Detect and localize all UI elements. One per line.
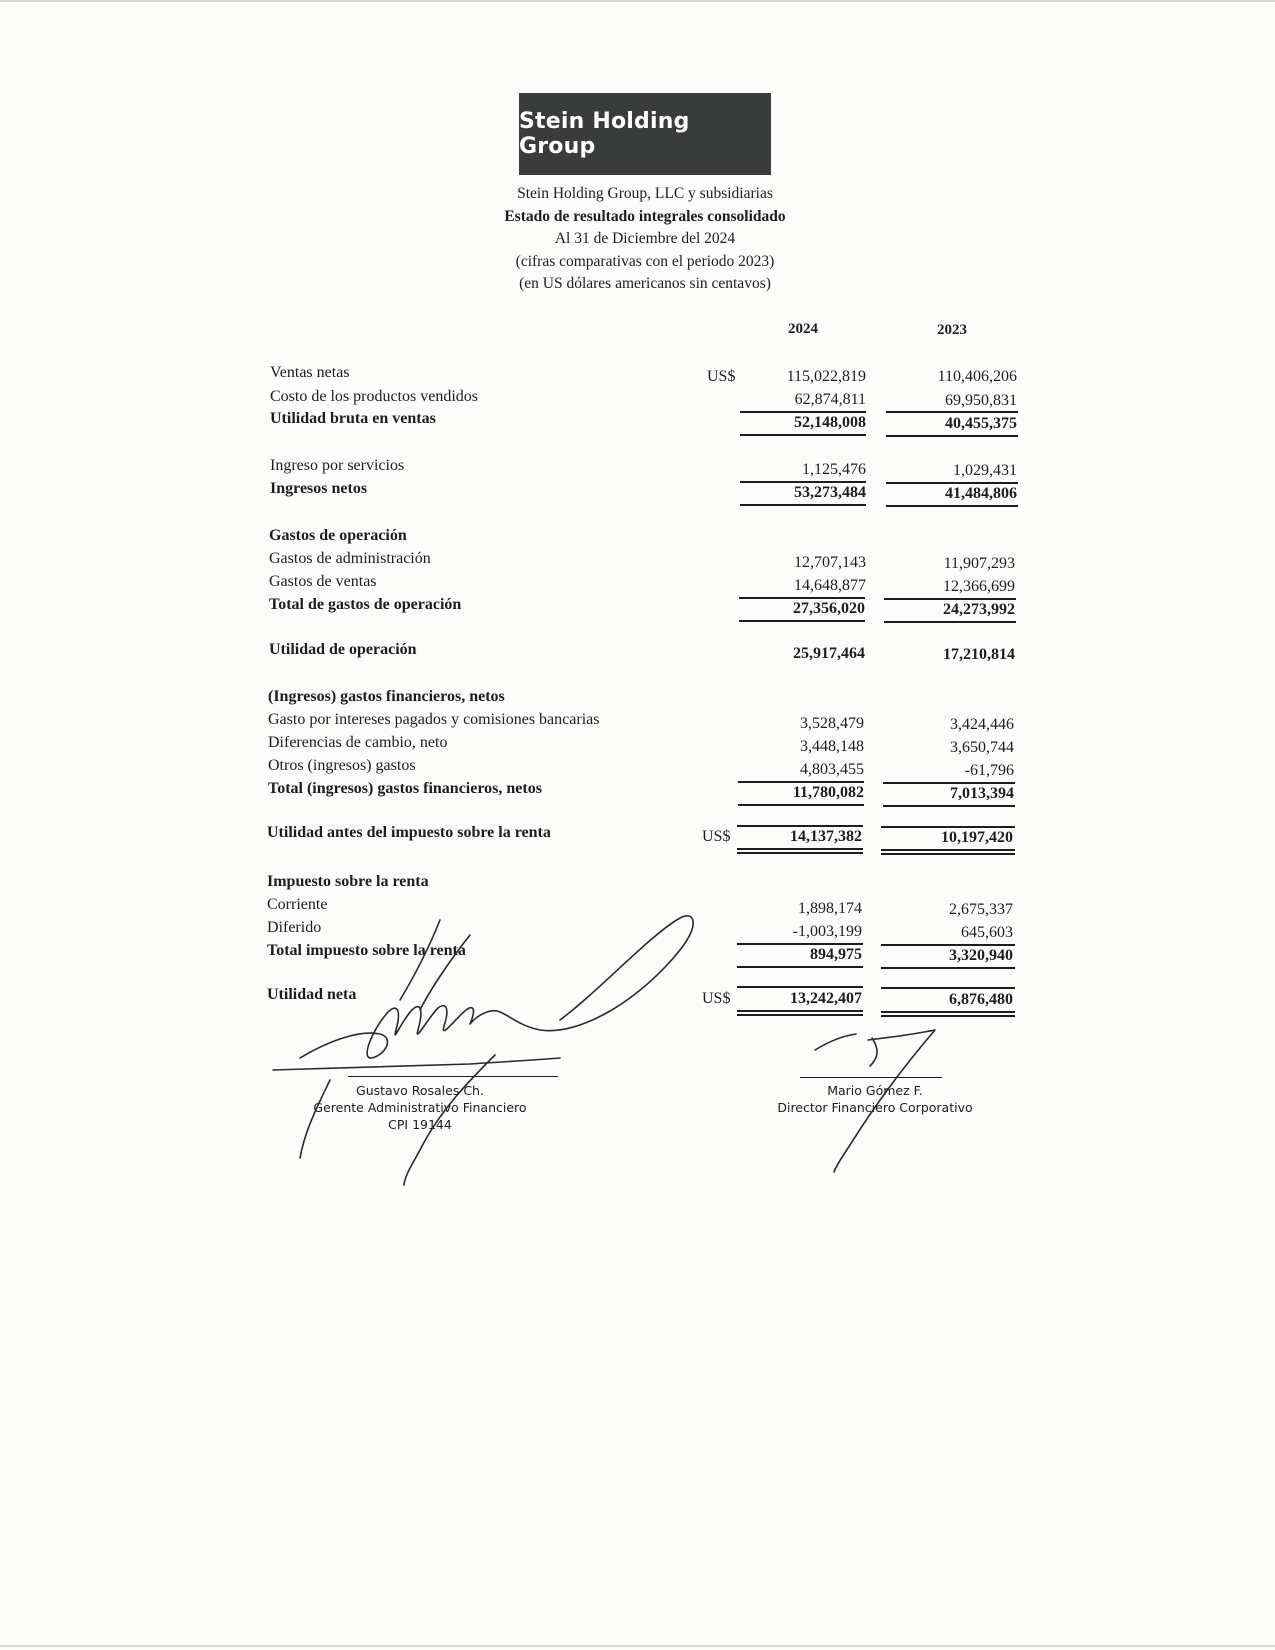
value-2023: 645,603	[961, 924, 1013, 941]
value-2024: 12,707,143	[794, 554, 866, 571]
value-2023: 17,210,814	[943, 646, 1015, 663]
value-2023: 110,406,206	[937, 368, 1017, 385]
row-label: Utilidad antes del impuesto sobre la renta	[267, 824, 551, 841]
row-label: Total impuesto sobre la renta	[267, 942, 466, 959]
row-label: Ventas netas	[270, 364, 350, 381]
row-label: Total de gastos de operación	[269, 596, 462, 613]
signer-left-id: CPI 19144	[388, 1117, 452, 1132]
column-2024: 2024	[788, 321, 818, 337]
value-2023: 11,907,293	[943, 555, 1015, 572]
section-header: Impuesto sobre la renta	[267, 873, 429, 890]
value-2024: 4,803,455	[800, 761, 864, 778]
value-2024: 1,898,174	[798, 900, 862, 917]
value-2024: 115,022,819	[786, 368, 866, 385]
value-2024: 894,975	[810, 946, 862, 963]
section-header: Gastos de operación	[269, 527, 407, 544]
value-2024: 27,356,020	[793, 600, 865, 617]
value-2023: 7,013,394	[950, 785, 1014, 802]
value-2023: 41,484,806	[945, 485, 1017, 502]
row-label: Total (ingresos) gastos financieros, netos	[268, 780, 542, 797]
value-2023: 2,675,337	[949, 901, 1013, 918]
row-label: Gastos de ventas	[269, 573, 377, 590]
section-header: (Ingresos) gastos financieros, netos	[268, 688, 505, 705]
value-2024: -1,003,199	[792, 923, 862, 940]
currency-symbol: US$	[702, 990, 731, 1007]
value-2024: 52,148,008	[794, 414, 866, 431]
row-label: Ingreso por servicios	[270, 457, 405, 474]
value-2023: 40,455,375	[945, 415, 1017, 432]
value-2024: 11,780,082	[792, 784, 864, 801]
value-2024: 3,528,479	[800, 715, 864, 732]
row-label: Otros (ingresos) gastos	[268, 757, 416, 774]
signer-right-title: Director Financiero Corporativo	[777, 1100, 973, 1115]
currency-note: (en US dólares americanos sin centavos)	[519, 275, 771, 292]
signer-right-name: Mario Gómez F.	[827, 1083, 923, 1098]
value-2023: 69,950,831	[945, 392, 1017, 409]
column-2023: 2023	[937, 322, 967, 338]
row-label: Utilidad neta	[267, 986, 357, 1003]
row-label: Gastos de administración	[269, 550, 431, 567]
value-2024: 62,874,811	[794, 391, 866, 408]
statement-title: Estado de resultado integrales consolidado	[504, 207, 786, 225]
value-2023: 3,650,744	[950, 739, 1014, 756]
value-2024: 1,125,476	[802, 461, 866, 478]
signer-left-title: Gerente Administrativo Financiero	[313, 1100, 527, 1115]
comparative-note: (cifras comparativas con el periodo 2023)	[515, 252, 775, 270]
value-2024: 3,448,148	[800, 738, 864, 755]
currency-symbol: US$	[707, 368, 736, 385]
value-2023: -61,796	[964, 762, 1014, 779]
value-2024: 14,137,382	[790, 828, 862, 845]
handwritten-signature-right	[815, 1030, 935, 1172]
statement-date: Al 31 de Diciembre del 2024	[554, 230, 736, 247]
value-2024: 53,273,484	[794, 484, 866, 501]
row-label: Corriente	[267, 896, 328, 913]
value-2024: 14,648,877	[794, 577, 866, 594]
row-label: Costo de los productos vendidos	[270, 388, 478, 405]
value-2024: 13,242,407	[790, 990, 862, 1007]
value-2023: 12,366,699	[943, 578, 1015, 595]
value-2023: 24,273,992	[943, 601, 1015, 618]
value-2023: 10,197,420	[941, 829, 1013, 846]
row-label: Diferencias de cambio, neto	[268, 734, 448, 751]
currency-symbol: US$	[702, 828, 731, 845]
signer-left-name: Gustavo Rosales Ch.	[356, 1083, 484, 1098]
handwritten-signature-left	[273, 916, 693, 1185]
value-2024: 25,917,464	[793, 645, 865, 662]
company-logo: Stein Holding Group	[519, 93, 771, 175]
row-label: Gasto por intereses pagados y comisiones bancarias	[268, 711, 600, 728]
value-2023: 6,876,480	[949, 991, 1013, 1008]
row-label: Utilidad de operación	[269, 641, 417, 658]
value-2023: 3,320,940	[949, 947, 1013, 964]
row-label: Utilidad bruta en ventas	[270, 410, 436, 427]
value-2023: 1,029,431	[953, 462, 1017, 479]
company-name: Stein Holding Group, LLC y subsidiarias	[517, 185, 773, 202]
row-label: Diferido	[267, 919, 322, 936]
row-label: Ingresos netos	[270, 480, 368, 497]
value-2023: 3,424,446	[950, 716, 1014, 733]
